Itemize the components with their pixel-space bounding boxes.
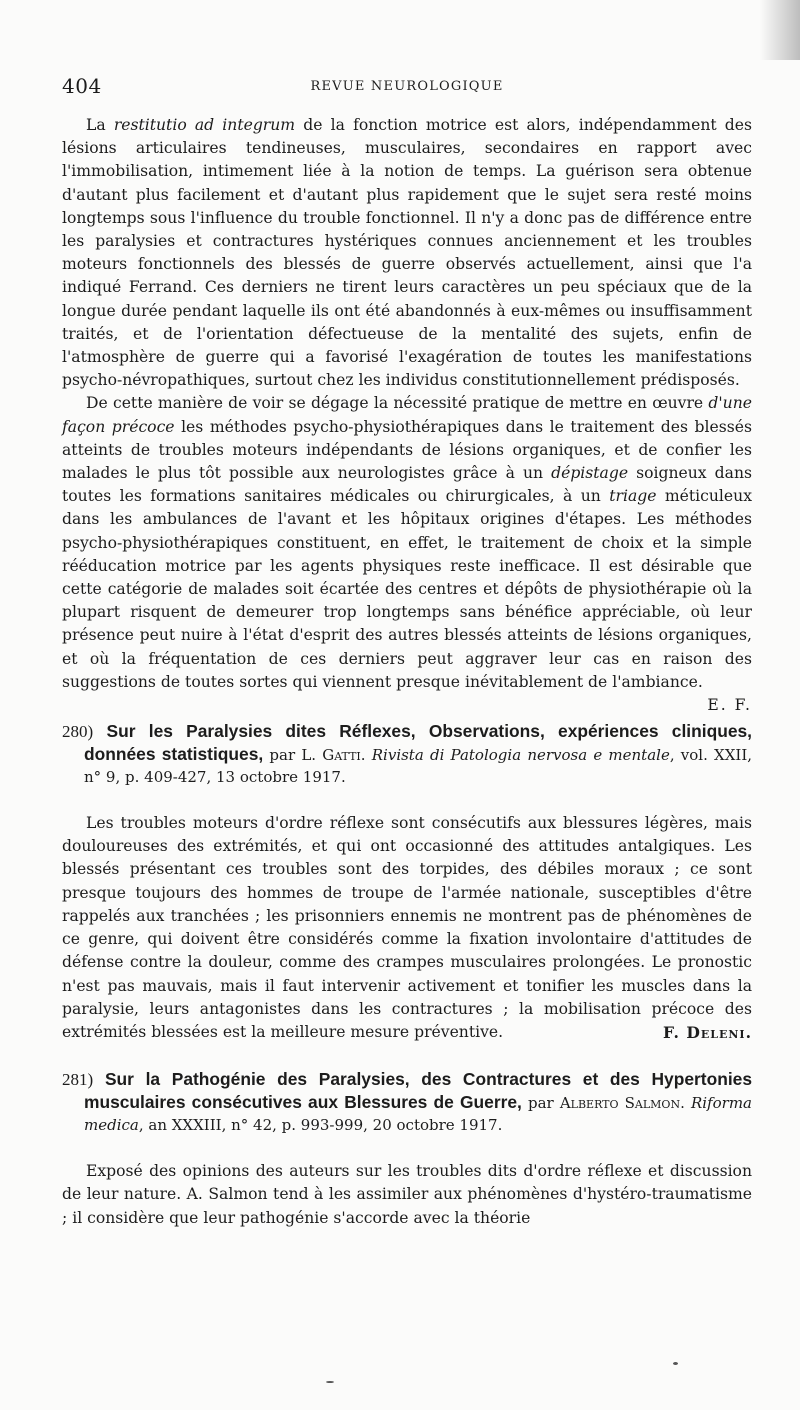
- journal-name: Riforma medica: [84, 1094, 752, 1135]
- signature-ef: E. F.: [707, 696, 752, 715]
- abstract-281: [62, 1068, 752, 1230]
- text-run: par L.: [263, 746, 323, 765]
- signature-deleni: F. Deleni.: [662, 1022, 752, 1042]
- author-name: Gatti: [322, 746, 361, 765]
- italic-term: restitutio ad integrum: [113, 116, 296, 134]
- citation-details: , an XXXIII, n° 42, p. 993-999, 20 octobre 1917.: [138, 1116, 503, 1135]
- abstract-title: Sur la Pathogénie des Paralysies, des Contractures et des Hypertonies musculaires consécutives aux Blessures de Guerre,: [84, 1069, 752, 1113]
- abstract-280-heading: [62, 720, 752, 788]
- text-run: .: [360, 746, 372, 765]
- text-run: de la fonction motrice est alors, indépendamment des lésions articulaires tendineuses, musculaires, secondaires en rapport avec l'immobilisation, intimement liée à la notion de temps. La guérison sera obtenue d'autant plus facilement et d'autant plus rapidement que le sujet sera resté moins longtemps sous l'influence du trouble fonctionnel. Il n'y a donc pas de différence entre les paralysies et contractures hystériques connues anciennement et les troubles moteurs fonctionnels des blessés de guerre observés actuellement, ainsi que l'a indiqué Ferrand. Ces derniers ne tirent leurs caractères un peu spéciaux que de la longue durée pendant laquelle ils ont été abandonnés à eux-mêmes ou insuffisamment traités, et de l'orientation défectueuse de la mentalité des sujets, enfin de l'atmosphère de guerre qui a favorisé l'exagération de toutes les manifestations psycho-névropathiques, surtout chez les individus constitutionnellement prédisposés.: [62, 116, 753, 390]
- italic-term: d'une façon précoce: [62, 394, 752, 436]
- abstract-280-body: [62, 812, 752, 1044]
- abstract-number: 280): [62, 722, 94, 742]
- abstract-title: Sur les Paralysies dites Réflexes, Observations, expériences cliniques, données statistiques,: [84, 721, 752, 765]
- text-run: Exposé des opinions des auteurs sur les troubles dits d'ordre réflexe et discussion de leur nature. A. Salmon tend à les assimiler aux phénomènes d'hystéro-traumatisme ; il considère que leur pathogénie s'accorde avec la théorie: [62, 1162, 752, 1227]
- abstract-281-heading: [62, 1068, 752, 1136]
- text-run: par: [521, 1094, 560, 1113]
- italic-term: dépistage: [551, 464, 629, 483]
- page-number: 404: [62, 74, 102, 98]
- abstract-number: 281): [62, 1070, 94, 1090]
- scan-speck: [673, 1362, 678, 1365]
- scan-speck: [326, 1381, 334, 1383]
- page-content: [62, 114, 752, 1230]
- page-header: [62, 74, 752, 98]
- paragraph-restitutio: [62, 114, 752, 392]
- text-run: méticuleux dans les ambulances de l'avant et les hôpitaux origines d'étapes. Les méthodes psycho-physiothérapiques constituent, en effet, le traitement de choix et la simple rééducation motrice par les agents physiques reste inefficace. Il est désirable que cette catégorie de malades soit écartée des centres et dépôts de physiothérapie où la plupart risquent de demeurer trop longtemps sans bénéfice appréciable, où leur présence peut nuire à l'état d'esprit des autres blessés atteints de lésions organiques, et où la fréquentation de ces derniers peut aggraver leur cas en raison des suggestions de toutes sortes qui viennent presque inévitablement de l'ambiance.: [62, 487, 752, 691]
- text-run: De cette manière de voir se dégage la nécessité pratique de mettre en œuvre: [86, 394, 709, 413]
- journal-name: Rivista di Patologia nervosa e mentale: [371, 746, 670, 765]
- scan-edge-shadow: [760, 0, 800, 60]
- author-name: Alberto Salmon: [559, 1094, 681, 1113]
- text-run: soigneux dans toutes les formations sanitaires médicales ou chirurgicales, à un: [62, 464, 752, 506]
- text-run: La: [86, 116, 114, 134]
- abstract-281-body: [62, 1160, 752, 1230]
- running-title: REVUE NEUROLOGIQUE: [310, 79, 504, 94]
- abstract-280: [62, 720, 752, 1044]
- text-run: .: [680, 1094, 691, 1113]
- italic-term: triage: [609, 487, 657, 506]
- citation-details: , vol. XXII, n° 9, p. 409-427, 13 octobre 1917.: [84, 746, 753, 787]
- text-run: les méthodes psycho-physiothérapiques dans le traitement des blessés atteints de troubles moteurs indépendants de lésions organiques, et de confier les malades le plus tôt possible aux neurologistes grâce à un: [62, 417, 752, 483]
- text-run: Les troubles moteurs d'ordre réflexe sont consécutifs aux blessures légères, mais douloureuses des extrémités, et qui ont occasionné des attitudes antalgiques. Les blessés présentant ces troubles sont des torpides, des débiles moraux ; ce sont presque toujours des hommes de troupe de l'armée nationale, susceptibles d'être rappelés aux tranchées ; les prisonniers ennemis ne montrent pas de phénomènes de ce genre, qui doivent être considérés comme la fixation involontaire d'attitudes de défense contre la douleur, comme des crampes musculaires prolongées. Le pronostic n'est pas mauvais, mais il faut intervenir activement et tonifier les muscles dans la paralysie, leurs antagonistes dans les contractures ; la mobilisation précoce des extrémités blessées est la meilleure mesure préventive.: [62, 814, 752, 1041]
- paragraph-conclusion: [62, 392, 752, 715]
